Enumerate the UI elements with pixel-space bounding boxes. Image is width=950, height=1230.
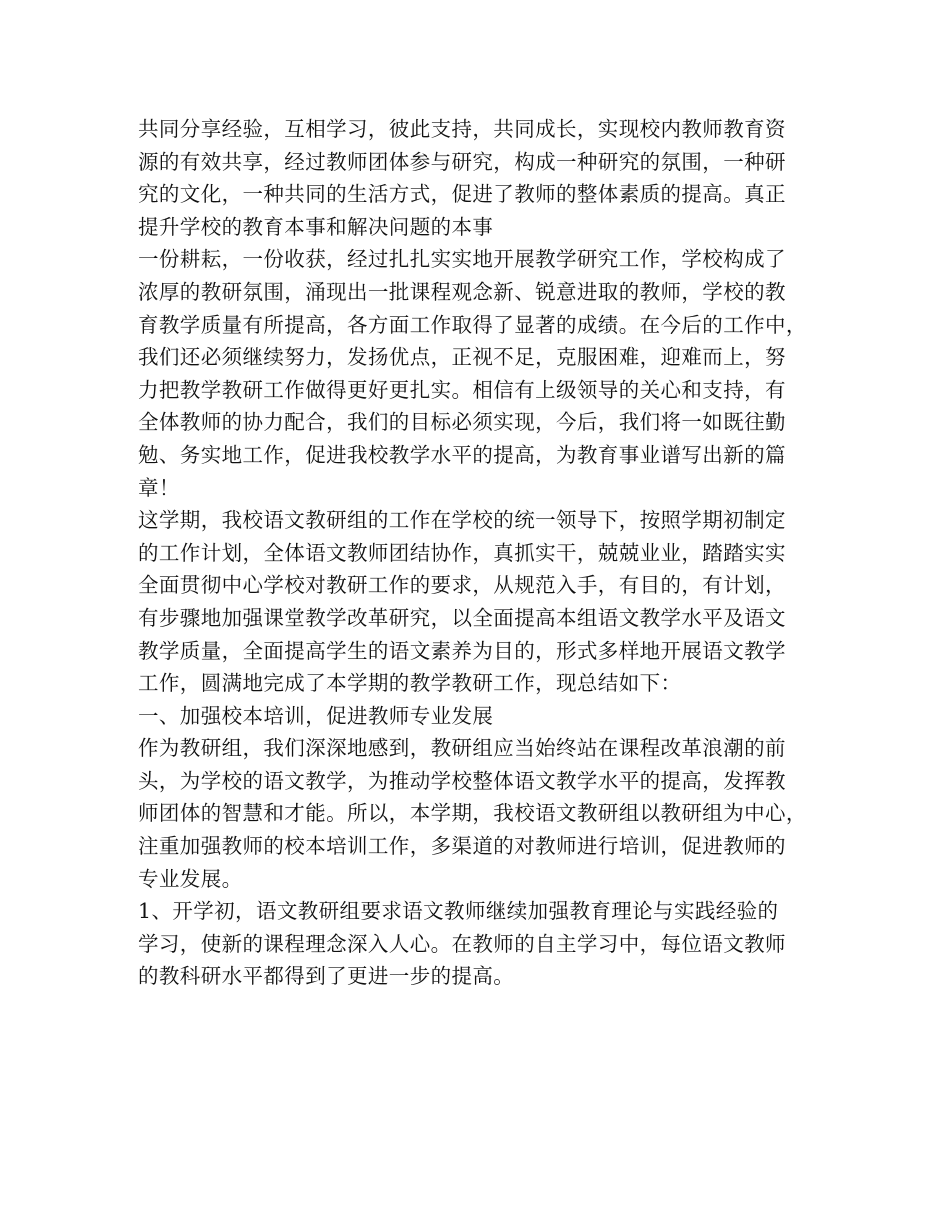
text-line: 这学期，我校语文教研组的工作在学校的统一领导下，按照学期初制定 [138,508,786,533]
text-line: 1、开学初，语文教研组要求语文教师继续加强教育理论与实践经验的 [138,899,779,924]
text-line: 全体教师的协力配合，我们的目标必须实现，今后，我们将一如既往勤 [138,410,786,435]
text-line: 勉、务实地工作，促进我校教学水平的提高，为教育事业谱写出新的篇 [138,442,786,467]
text-line: 全面贯彻中心学校对教研工作的要求，从规范入手，有目的，有计划， [138,573,786,598]
text-line: 作为教研组，我们深深地感到，教研组应当始终站在课程改革浪潮的前 [138,736,786,761]
text-line: 究的文化，一种共同的生活方式，促进了教师的整体素质的提高。真正 [138,182,786,207]
text-line: 育教学质量有所提高，各方面工作取得了显著的成绩。在今后的工作中， [138,312,807,337]
text-line: 提升学校的教育本事和解决问题的本事 [138,214,494,239]
text-line: 工作，圆满地完成了本学期的教学教研工作，现总结如下： [138,671,682,696]
text-line: 章！ [138,475,180,500]
document-body [138,113,828,993]
text-line: 教学质量，全面提高学生的语文素养为目的，形式多样地开展语文教学 [138,638,786,663]
text-line: 的工作计划，全体语文教师团结协作，真抓实干，兢兢业业，踏踏实实 [138,540,786,565]
text-line: 力把教学教研工作做得更好更扎实。相信有上级领导的关心和支持，有 [138,377,786,402]
text-line: 的教科研水平都得到了更进一步的提高。 [138,964,515,989]
text-line: 浓厚的教研氛围，涌现出一批课程观念新、锐意进取的教师，学校的教 [138,279,786,304]
text-line: 源的有效共享，经过教师团体参与研究，构成一种研究的氛围，一种研 [138,149,786,174]
text-line: 学习，使新的课程理念深入人心。在教师的自主学习中，每位语文教师 [138,931,786,956]
section-heading: 一、加强校本培训，促进教师专业发展 [138,703,494,728]
text-line: 专业发展。 [138,866,243,891]
text-line: 共同分享经验，互相学习，彼此支持，共同成长，实现校内教师教育资 [138,117,786,141]
text-line: 我们还必须继续努力，发扬优点，正视不足，克服困难，迎难而上，努 [138,345,786,370]
text-line: 注重加强教师的校本培训工作，多渠道的对教师进行培训，促进教师的 [138,834,786,859]
text-line: 有步骤地加强课堂教学改革研究，以全面提高本组语文教学水平及语文 [138,605,786,630]
text-line: 头，为学校的语文教学，为推动学校整体语文教学水平的提高，发挥教 [138,768,786,793]
text-line: 师团体的智慧和才能。所以，本学期，我校语文教研组以教研组为中心， [138,801,807,826]
text-line: 一份耕耘，一份收获，经过扎扎实实地开展教学研究工作，学校构成了 [138,247,786,272]
